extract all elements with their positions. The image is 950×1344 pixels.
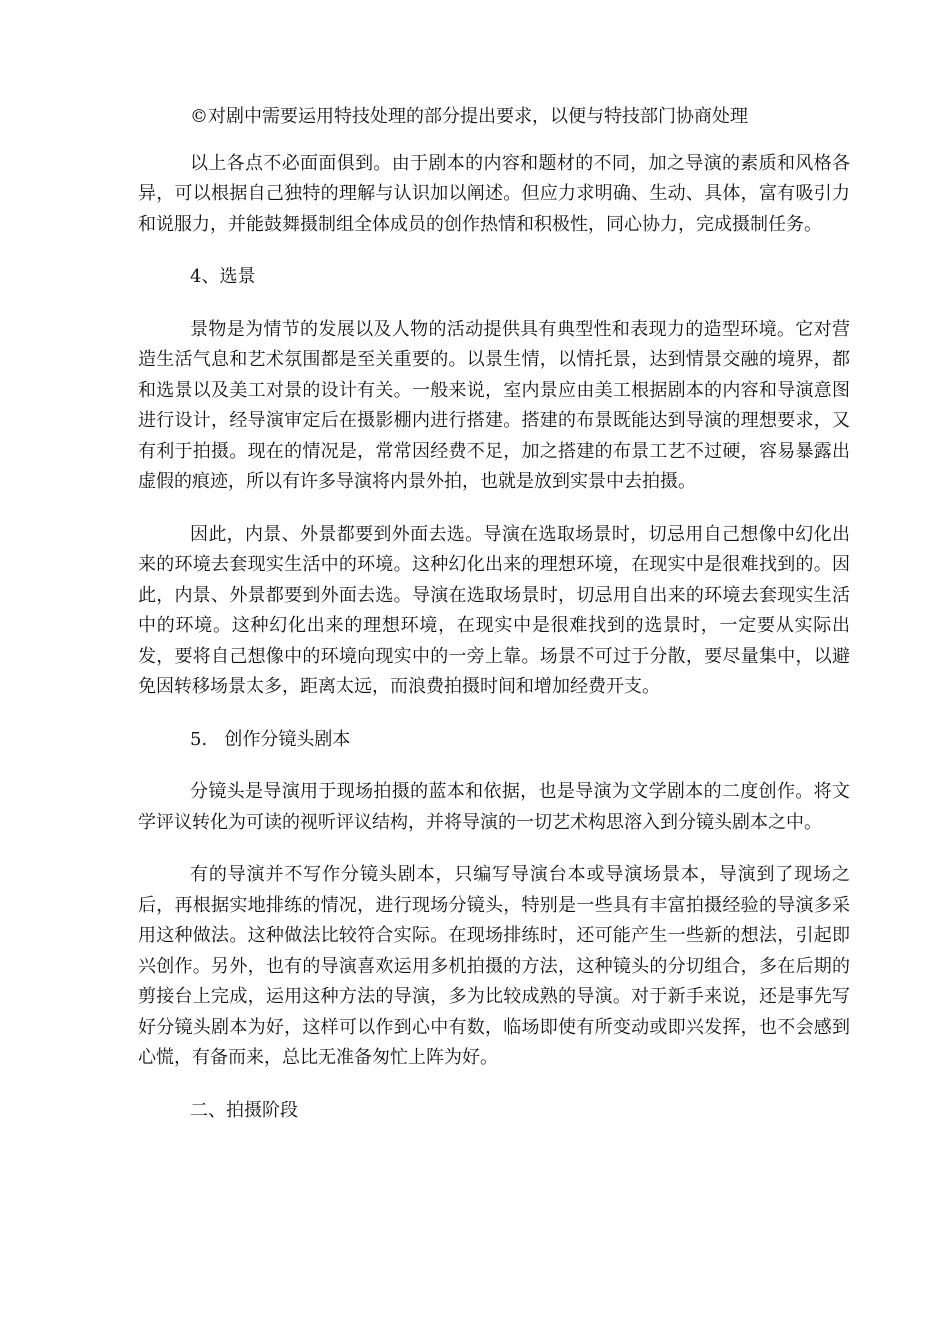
document-body	[138, 102, 850, 1148]
paragraph-scene-selection: 因此，内景、外景都要到外面去选。导演在选取场景时，切忌用自己想像中幻化出来的环境去套现实生活中的环境。这种幻化出来的理想环境，在现实中是很难找到的。因此，内景、外景都要到外面去选。导演在选取场景时，切忌用自出来的环境去套现实生活中的环境。这种幻化出来的理想环境，在现实中是很难找到的选景时，一定要从实际出发，要将自己想像中的环境向现实中的一旁上靠。场景不可过于分散，要尽量集中，以避免因转移场景太多，距离太远，而浪费拍摄时间和增加经费开支。	[138, 523, 850, 697]
paragraph-storyboard-practice: 有的导演并不写作分镜头剧本，只编写导演台本或导演场景本，导演到了现场之后，再根据实地排练的情况，进行现场分镜头，特别是一些具有丰富拍摄经验的导演多采用这种做法。这种做法比较符合实际。在现场排练时，还可能产生一些新的想法，引起即兴创作。另外，也有的导演喜欢运用多机拍摄的方法，这种镜头的分切组合，多在后期的剪接台上完成，运用这种方法的导演，多为比较成熟的导演。对于新手来说，还是事先写好分镜头剧本为好，这样可以作到心中有数，临场即使有所变动或即兴发挥，也不会感到心慌，有备而来，总比无准备匆忙上阵为好。	[138, 864, 850, 1068]
section-heading-storyboard: 5. 创作分镜头剧本	[190, 728, 351, 750]
paragraph-summary: 以上各点不必面面俱到。由于剧本的内容和题材的不同，加之导演的素质和风格各异，可以根据自己独特的理解与认识加以阐述。但应力求明确、生动、具体，富有吸引力和说服力，并能鼓舞摄制组全体成员的创作热情和积极性，同心协力，完成摄制任务。	[138, 152, 850, 235]
paragraph-special-effects: ©对剧中需要运用特技处理的部分提出要求，以便与特技部门协商处理	[190, 106, 748, 127]
section-heading-location-scouting: 4、选景	[190, 266, 256, 287]
paragraph-scenery: 景物是为情节的发展以及人物的活动提供具有典型性和表现力的造型环境。它对营造生活气息和艺术氛围都是至关重要的。以景生情，以情托景，达到情景交融的境界，都和选景以及美工对景的设计有关。一般来说，室内景应由美工根据剧本的内容和导演意图进行设计，经导演审定后在摄影棚内进行搭建。搭建的布景既能达到导演的理想要求，又有利于拍摄。现在的情况是，常常因经费不足，加之搭建的布景工艺不过硬，容易暴露出虚假的痕迹，所以有许多导演将内景外拍，也就是放到实景中去拍摄。	[138, 318, 850, 492]
paragraph-storyboard-definition: 分镜头是导演用于现场拍摄的蓝本和依据，也是导演为文学剧本的二度创作。将文学评议转化为可读的视听评议结构，并将导演的一切艺术构思溶入到分镜头剧本之中。	[138, 781, 850, 833]
section-heading-shooting-stage: 二、拍摄阶段	[190, 1099, 298, 1121]
